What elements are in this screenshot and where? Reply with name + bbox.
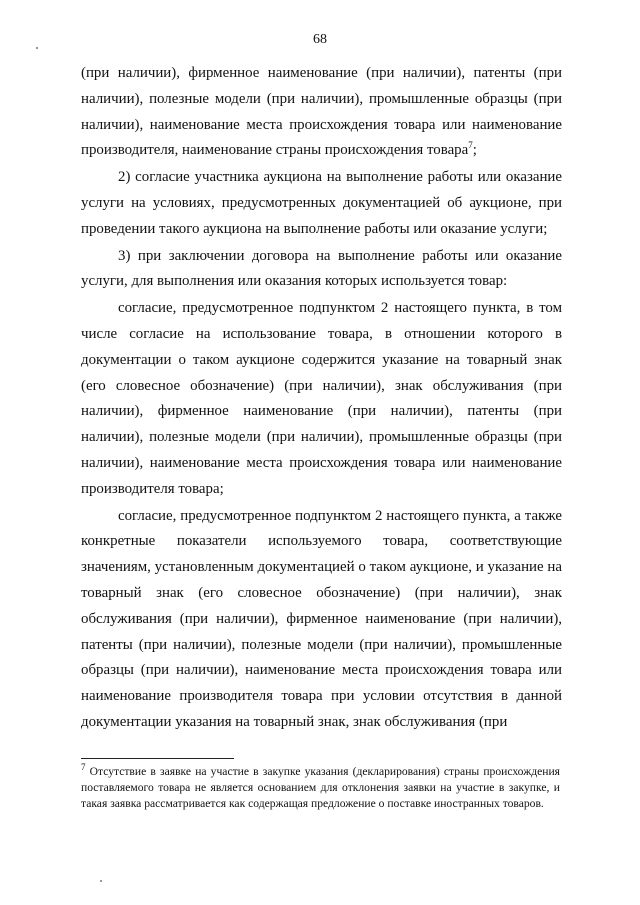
scan-speck [36, 47, 38, 49]
paragraph: (при наличии), фирменное наименование (при наличии), патенты (при наличии), полезные модели (при наличии), промышленные образцы (при наличии), наименование места происхождения товара или наименование производителя, наименование страны происхождения товара$^7$; [81, 65, 562, 159]
page-number: 68 [313, 32, 327, 47]
paragraph: 2) согласие участника аукциона на выполнение работы или оказание услуги на условиях, предусмотренных документацией об аукционе, при проведении такого аукциона на выполнение работы или оказание услуги; [81, 169, 562, 237]
footnote: $^7$ Отсутствие в заявке на участие в закупке указания (декларирования) страны происхождения поставляемого товара не является основанием для отклонения заявки на участие в закупке, и такая заявка рассматривается как содержащая предложение о поставке иностранных товаров. [81, 762, 560, 811]
footnote-separator [81, 758, 234, 759]
paragraph: 3) при заключении договора на выполнение работы или оказание услуги, для выполнения или оказания которых используется товар: [81, 247, 562, 290]
footnote-marker: 7 [81, 762, 86, 773]
main-text [81, 61, 562, 736]
paragraph: согласие, предусмотренное подпунктом 2 настоящего пункта, в том числе согласие на использование товара, в отношении которого в документации о таком аукционе содержится указание на товарный знак (его словесное обозначение) (при наличии), знак обслуживания (при наличии), фирменное наименование (при наличии), патенты (при наличии), полезные модели (при наличии), промышленные образцы (при наличии), наименование места происхождения товара или наименование производителя товара; [81, 300, 562, 497]
footnote-reference: 7 [468, 140, 473, 151]
scan-speck [100, 880, 102, 882]
footnotes [81, 764, 560, 813]
paragraph: согласие, предусмотренное подпунктом 2 настоящего пункта, а также конкретные показатели используемого товара, соответствующие значениям, установленным документацией о таком аукционе, и указание на товарный знак (его словесное обозначение) (при наличии), знак обслуживания (при наличии), фирменное наименование (при наличии), патенты (при наличии), полезные модели (при наличии), промышленные образцы (при наличии), наименование места происхождения товара или наименование производителя товара при условии отсутствия в данной документации указания на товарный знак, знак обслуживания (при [81, 507, 562, 730]
